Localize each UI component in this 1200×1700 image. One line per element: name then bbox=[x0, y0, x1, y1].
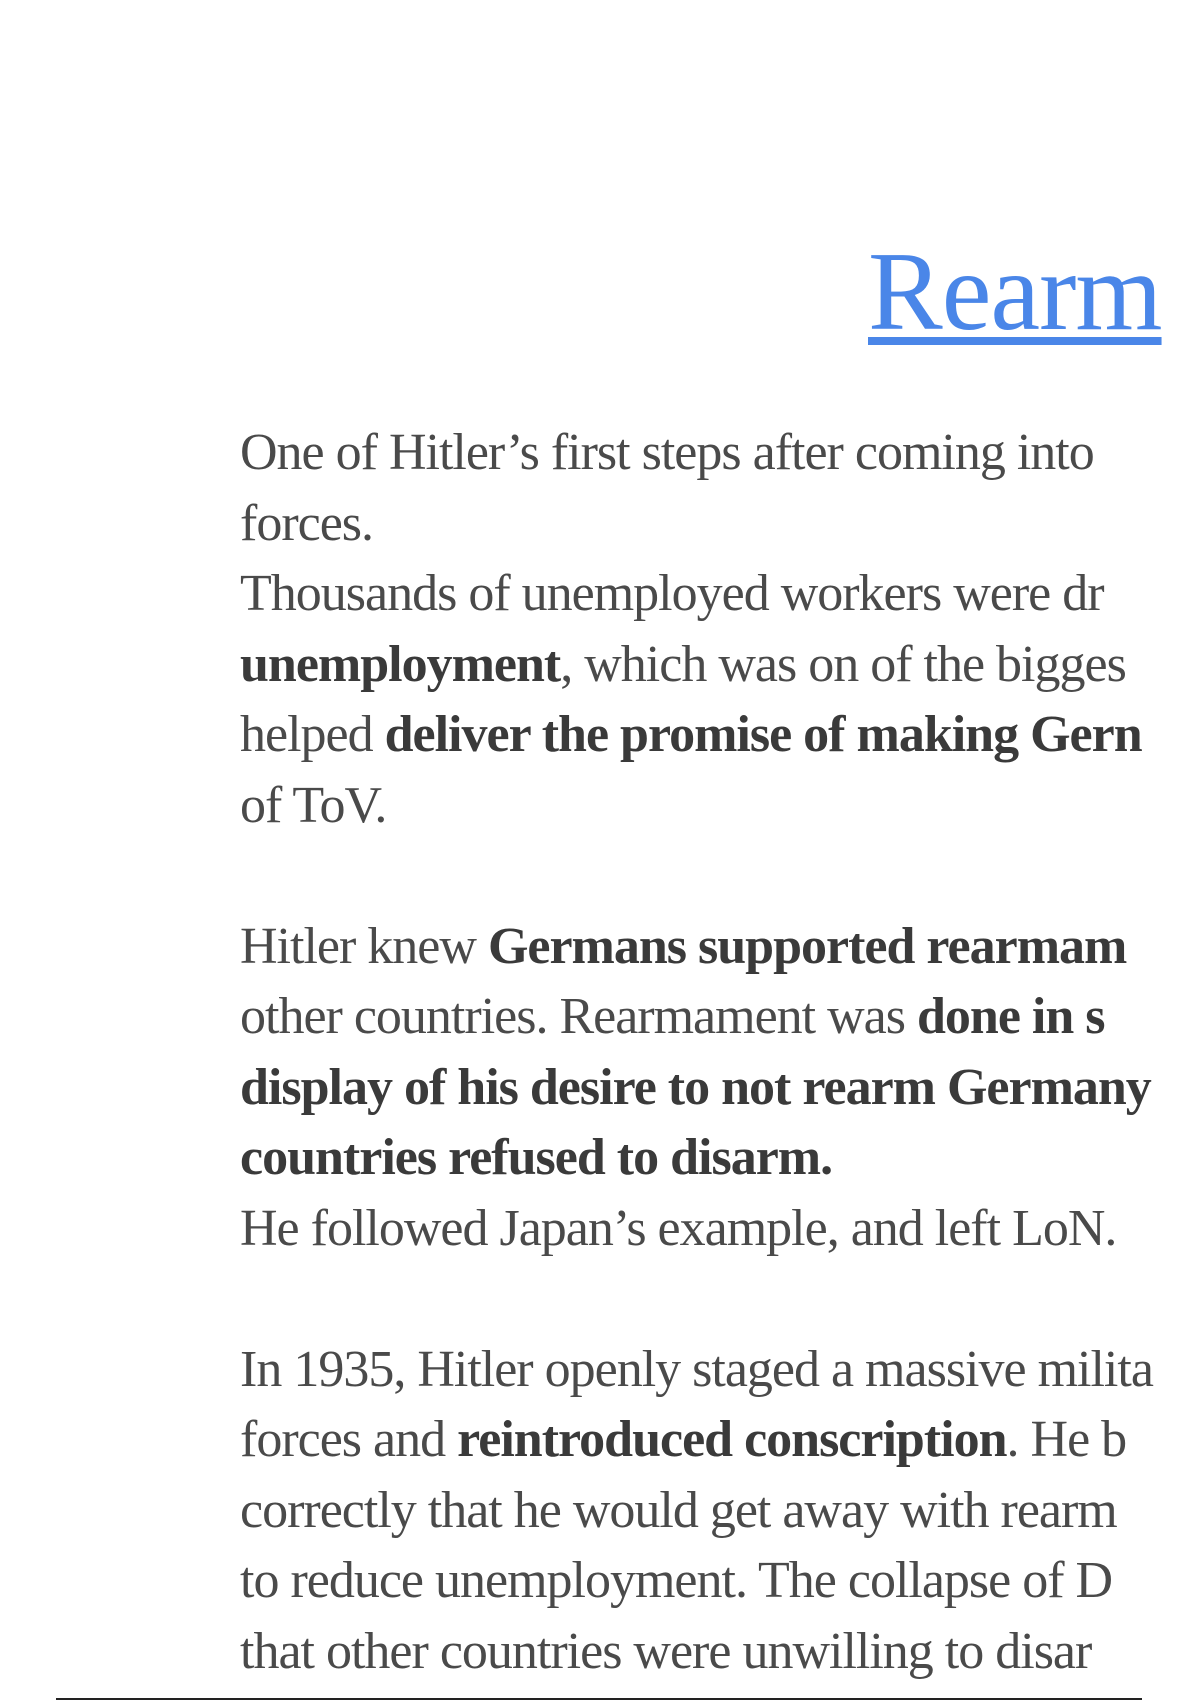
page-title: Rearm bbox=[868, 230, 1162, 354]
paragraph-3-line-3: correctly that he would get away with rearm bbox=[240, 1481, 1117, 1539]
paragraph-1-line-5 bbox=[240, 700, 1200, 771]
paragraph-3-line-1: In 1935, Hitler openly staged a massive milita bbox=[240, 1340, 1153, 1398]
paragraph-1-line-6: of ToV. bbox=[240, 776, 387, 834]
paragraph-3-line-4: to reduce unemployment. The collapse of D bbox=[240, 1552, 1113, 1609]
paragraph-2-line-5: He followed Japan’s example, and left LoN. bbox=[240, 1199, 1117, 1257]
text: other countries. Rearmament was bbox=[240, 988, 917, 1045]
paragraph-2-line-3 bbox=[240, 1053, 1200, 1124]
paragraph-2-line-4 bbox=[240, 1123, 1200, 1194]
paragraph-1-line-2: forces. bbox=[240, 494, 374, 552]
paragraph-1-line-1: One of Hitler’s first steps after coming into bbox=[240, 424, 1094, 481]
text: , which was on of the bigges bbox=[560, 635, 1126, 693]
paragraph-2-line-1 bbox=[240, 912, 1200, 983]
document-body bbox=[240, 418, 1200, 1687]
paragraph-gap bbox=[240, 841, 1200, 912]
text: forces and bbox=[240, 1411, 458, 1468]
paragraph-1-line-4 bbox=[240, 630, 1200, 701]
paragraph-gap bbox=[240, 1264, 1200, 1335]
paragraph-1-line-3: Thousands of unemployed workers were dr bbox=[240, 565, 1104, 622]
bold-text: unemployment bbox=[240, 635, 561, 693]
bold-text: display of his desire to not rearm Germany bbox=[240, 1058, 1151, 1116]
text: . He b bbox=[1006, 1411, 1127, 1468]
bold-text: done in s bbox=[916, 988, 1105, 1045]
paragraph-3-line-2 bbox=[240, 1405, 1200, 1476]
bold-text: deliver the promise of making Gern bbox=[384, 706, 1142, 763]
paragraph-3-line-5: that other countries were unwilling to disar bbox=[240, 1622, 1092, 1680]
bold-text: countries refused to disarm. bbox=[240, 1129, 833, 1186]
paragraph-2-line-2 bbox=[240, 982, 1200, 1053]
text: Hitler knew bbox=[240, 917, 488, 975]
bold-text: reintroduced conscription bbox=[457, 1411, 1007, 1468]
text: helped bbox=[240, 706, 385, 763]
bold-text: Germans supported rearmam bbox=[487, 917, 1127, 975]
